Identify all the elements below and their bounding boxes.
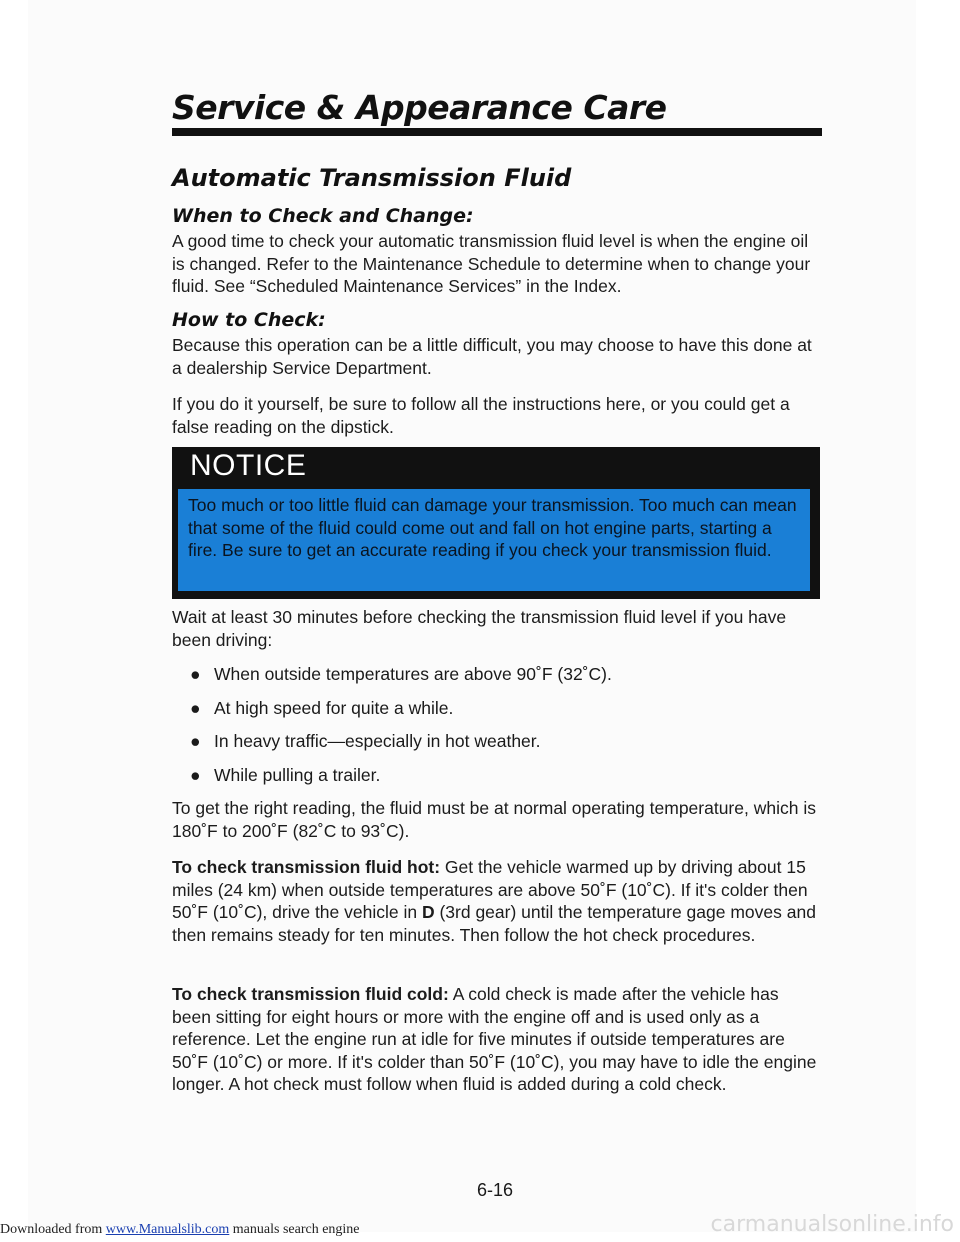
bullet-icon: ● — [190, 698, 201, 718]
bullet-icon: ● — [190, 765, 201, 785]
watermark: carmanualsonline.info — [710, 1212, 954, 1237]
list-item: ● While pulling a trailer. — [190, 765, 381, 785]
bullet-icon: ● — [190, 664, 201, 684]
normal-temp-text: To get the right reading, the fluid must be at normal operating temperature, which is 180˚F to 200˚F (82˚C to 93˚C). — [172, 798, 816, 841]
section-title: Automatic Transmission Fluid — [172, 164, 572, 192]
list-item: ● When outside temperatures are above 90˚F (32˚C). — [190, 664, 612, 684]
cold-check-paragraph: To check transmission fluid cold: A cold check is made after the vehicle has been sitting for eight hours or more with the engine off and is used only as a reference. Let the engine run at idle for five minutes if outside temperatures are 50˚F (10˚C) or more. If it's colder than 50˚F (10˚C), you may have to idle the engine longer. A hot check must follow when fluid is added during a cold check. — [172, 984, 817, 1094]
chapter-title: Service & Appearance Care — [172, 88, 667, 127]
when-to-check-heading: When to Check and Change: — [172, 205, 474, 227]
notice-body — [178, 489, 810, 591]
notice-text: Too much or too little fluid can damage your transmission. Too much can mean that some of the fluid could come out and fall on hot engine parts, starting a fire. Be sure to get an accurate reading if you check your transmission fluid. — [188, 495, 797, 560]
download-footer: Downloaded from www.Manualslib.com manuals search engine — [0, 1222, 360, 1237]
cold-check-label: To check transmission fluid cold: — [172, 984, 449, 1004]
notice-label: NOTICE — [190, 449, 307, 482]
header-rule — [172, 128, 822, 136]
list-item: ● In heavy traffic—especially in hot weather. — [190, 731, 541, 751]
gear-d: D — [421, 902, 435, 922]
diy-warning-text: If you do it yourself, be sure to follow all the instructions here, or you could get a false reading on the dipstick. — [172, 394, 790, 437]
hot-check-paragraph: To check transmission fluid hot: Get the vehicle warmed up by driving about 15 miles (24 km) when outside temperatures are above 50˚F (10˚C). If it's colder then 50˚F (10˚C), drive the vehicle in D (3rd gear) until the temperature gage moves and then remains steady for ten minutes. Then follow the hot check procedures. — [172, 857, 816, 945]
wait-text: Wait at least 30 minutes before checking the transmission fluid level if you have been driving: — [172, 607, 787, 650]
how-to-check-heading: How to Check: — [172, 309, 326, 331]
manualslib-link[interactable]: www.Manualslib.com — [105, 1222, 230, 1237]
hot-check-label: To check transmission fluid hot: — [172, 857, 441, 877]
bullet-icon: ● — [190, 731, 201, 751]
when-to-check-text: A good time to check your automatic transmission fluid level is when the engine oil is changed. Refer to the Maintenance Schedule to determine when to change your fluid. See “Scheduled Maintenance Services” in the Index. — [172, 231, 811, 296]
list-item: ● At high speed for quite a while. — [190, 698, 454, 718]
how-to-check-text: Because this operation can be a little difficult, you may choose to have this done at a dealership Service Department. — [172, 335, 812, 378]
page-number: 6-16 — [477, 1180, 514, 1200]
notice-box — [172, 447, 820, 599]
